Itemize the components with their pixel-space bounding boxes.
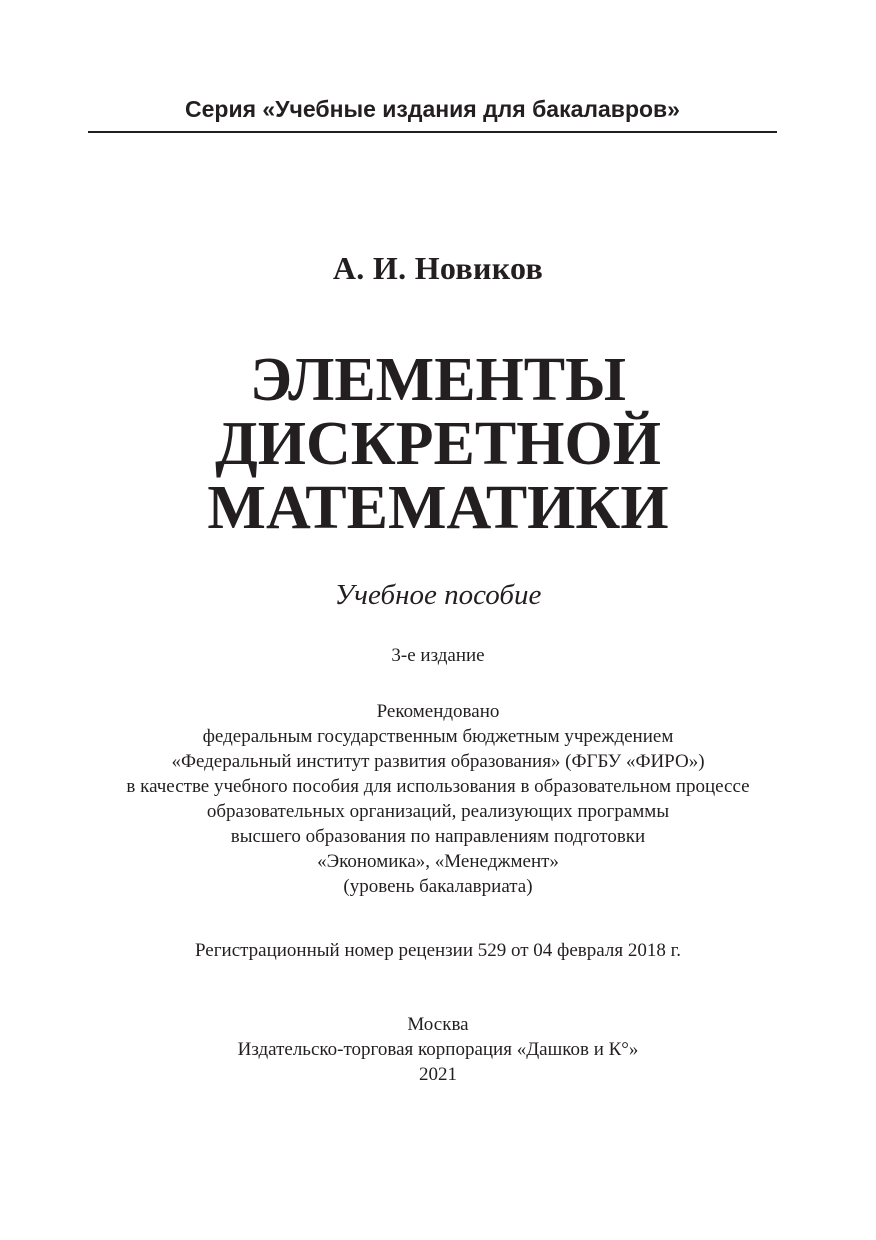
imprint-publisher: Издательско-торговая корпорация «Дашков и К°» <box>237 1039 639 1060</box>
recommendation-line: Рекомендовано <box>376 701 500 722</box>
recommendation-line: высшего образования по направлениям подготовки <box>230 826 646 847</box>
imprint-year: 2021 <box>419 1064 457 1085</box>
recommendation-block <box>0 699 876 899</box>
registration-number: Регистрационный номер рецензии 529 от 04 февраля 2018 г. <box>194 940 681 961</box>
edition: 3-е издание <box>391 645 485 666</box>
recommendation-line: (уровень бакалавриата) <box>343 876 533 897</box>
title-line: МАТЕМАТИКИ <box>207 474 669 542</box>
title-line: ДИСКРЕТНОЙ <box>215 410 661 478</box>
author-name: А. И. Новиков <box>332 250 544 286</box>
title-line: ЭЛЕМЕНТЫ <box>249 346 627 414</box>
imprint <box>0 1012 876 1087</box>
recommendation-line: «Федеральный институт развития образования» (ФГБУ «ФИРО») <box>171 751 705 772</box>
imprint-city: Москва <box>407 1014 469 1035</box>
series-title: Серия «Учебные издания для бакалавров» <box>185 96 680 122</box>
recommendation-line: «Экономика», «Менеджмент» <box>317 851 559 872</box>
header-rule <box>88 131 777 133</box>
recommendation-line: федеральным государственным бюджетным учреждением <box>202 726 674 747</box>
recommendation-line: в качестве учебного пособия для использования в образовательном процессе <box>126 776 750 797</box>
book-subtitle: Учебное пособие <box>334 579 542 611</box>
book-title <box>0 348 876 540</box>
recommendation-line: образовательных организаций, реализующих программы <box>206 801 670 822</box>
